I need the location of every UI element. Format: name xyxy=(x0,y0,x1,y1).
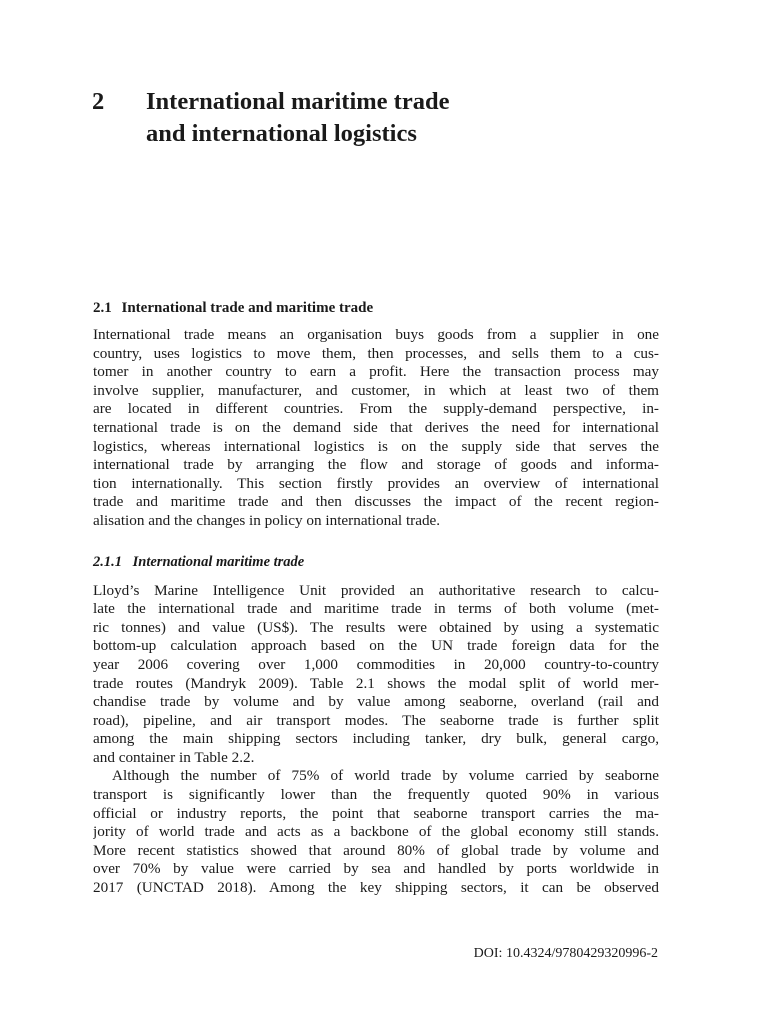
text-line: and container in Table 2.2. xyxy=(93,748,255,766)
text-line: involve supplier, manufacturer, and customer, in which at least two of them xyxy=(93,381,659,399)
text-line: Although the number of 75% of world trade by volume carried by seaborne xyxy=(112,767,659,785)
text-line: international trade by arranging the flow and storage of goods and informa- xyxy=(93,456,659,474)
text-line: ternational trade is on the demand side that derives the need for international xyxy=(93,418,659,436)
text-line: country, uses logistics to move them, then processes, and sells them to a cus- xyxy=(93,344,659,362)
text-line: among the main shipping sectors including tanker, dry bulk, general cargo, xyxy=(93,730,659,748)
section-number: 2.1 xyxy=(93,300,112,316)
subsection-paragraph xyxy=(93,582,659,768)
chapter-title xyxy=(146,86,666,150)
text-line: alisation and the changes in policy on international trade. xyxy=(93,511,441,529)
text-line: late the international trade and maritime trade in terms of both volume (met- xyxy=(93,600,659,618)
chapter-number: 2 xyxy=(92,88,105,115)
text-line: are located in different countries. From the supply-demand perspective, in- xyxy=(93,400,659,418)
text-line: tion internationally. This section firstly provides an overview of international xyxy=(93,474,659,492)
chapter-title-line: and international logistics xyxy=(146,120,417,147)
subsection-title: International maritime trade xyxy=(132,553,305,570)
section-2-1 xyxy=(93,297,659,898)
text-line: trade and maritime trade and then discusses the impact of the recent region- xyxy=(93,493,659,511)
text-line: official or industry reports, the point that seaborne transport carries the ma- xyxy=(93,804,659,822)
doi-footer: DOI: 10.4324/9780429320996-2 xyxy=(473,946,658,961)
section-paragraph xyxy=(93,326,659,531)
section-heading xyxy=(93,297,659,319)
text-line: bottom-up calculation approach based on the UN trade foreign data for the xyxy=(93,637,659,655)
subsection-number: 2.1.1 xyxy=(93,553,122,570)
text-line: chandise trade by volume and by value among seaborne, overland (rail and xyxy=(93,693,659,711)
text-line: road), pipeline, and air transport modes. The seaborne trade is further split xyxy=(93,711,659,729)
text-line: year 2006 covering over 1,000 commodities in 20,000 country-to-country xyxy=(93,655,659,673)
text-line: International trade means an organisation buys goods from a supplier in one xyxy=(93,326,659,343)
text-line: transport is significantly lower than the frequently quoted 90% in various xyxy=(93,786,659,804)
chapter-title-line: International maritime trade xyxy=(146,88,450,115)
subsection-heading xyxy=(93,551,659,573)
text-line: ric tonnes) and value (US$). The results were obtained by using a systematic xyxy=(93,618,659,636)
text-line: logistics, whereas international logistics is on the supply side that serves the xyxy=(93,437,659,455)
text-line: jority of world trade and acts as a backbone of the global economy still stands. xyxy=(93,823,659,841)
text-line: tomer in another country to earn a profit. Here the transaction process may xyxy=(93,363,659,381)
text-line: over 70% by value were carried by sea and handled by ports worldwide in xyxy=(93,860,659,878)
text-line: trade routes (Mandryk 2009). Table 2.1 shows the modal split of world mer- xyxy=(93,674,659,692)
text-line: Lloyd’s Marine Intelligence Unit provided an authoritative research to calcu- xyxy=(93,581,659,599)
text-line: 2017 (UNCTAD 2018). Among the key shipping sectors, it can be observed xyxy=(93,879,659,897)
subsection-paragraph xyxy=(93,767,659,897)
section-title: International trade and maritime trade xyxy=(121,300,374,316)
text-line: More recent statistics showed that around 80% of global trade by volume and xyxy=(93,841,659,859)
